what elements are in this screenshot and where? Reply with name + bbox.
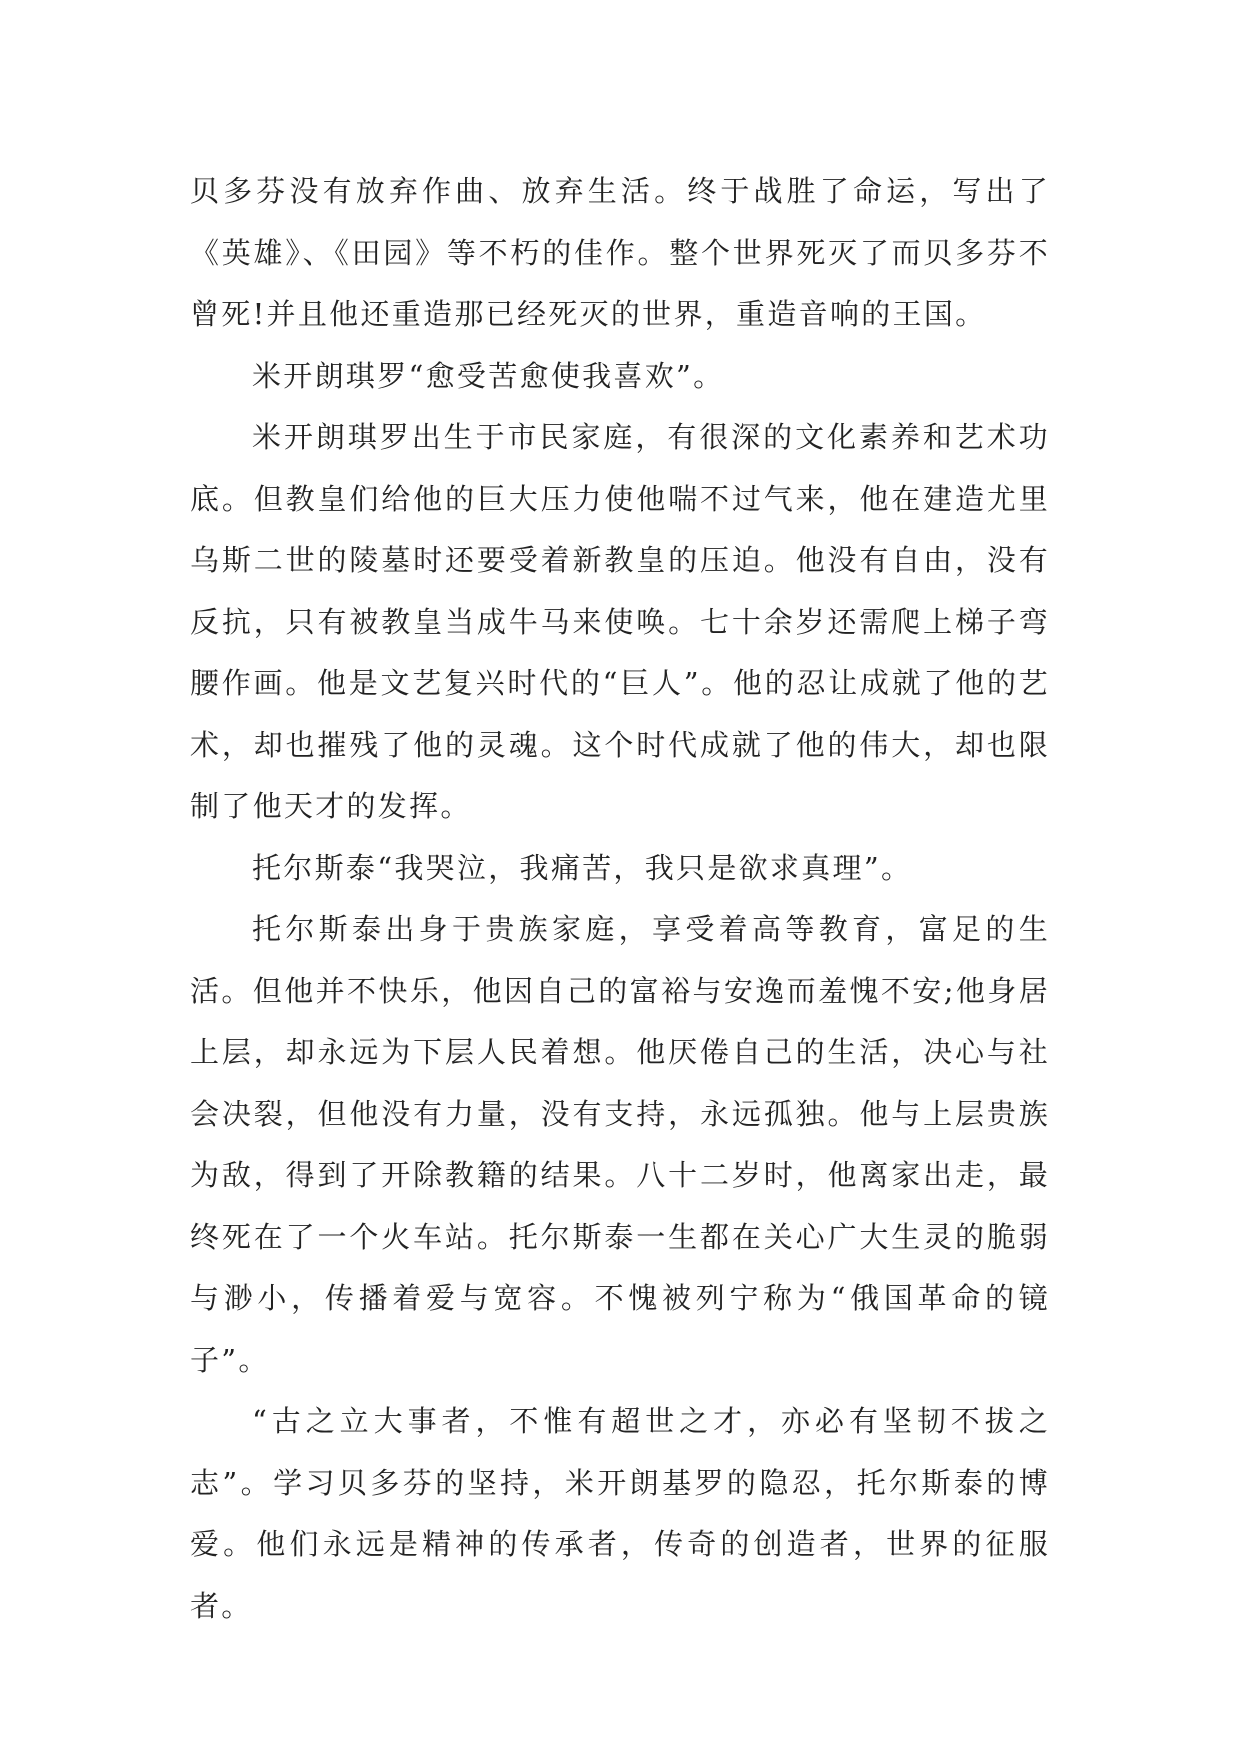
paragraph-tolstoy-quote: 托尔斯泰“我哭泣，我痛苦，我只是欲求真理”。 [252,850,913,885]
paragraph-beethoven-conclusion: 贝多芬没有放弃作曲、放弃生活。终于战胜了命运，写出了《英雄》、《田园》等不朽的佳作。整个世界死灭了而贝多芬不曾死!并且他还重造那已经死灭的世界，重造音响的王国。 [190,174,1050,331]
paragraph-tolstoy-life: 托尔斯泰出身于贵族家庭，享受着高等教育，富足的生活。但他并不快乐，他因自己的富裕与安逸而羞愧不安;他身居上层，却永远为下层人民着想。他厌倦自己的生活，决心与社会决裂，但他没有力量，没有支持，永远孤独。他与上层贵族为敌，得到了开除教籍的结果。八十二岁时，他离家出走，最终死在了一个火车站。托尔斯泰一生都在关心广大生灵的脆弱与渺小，传播着爱与宽容。不愧被列宁称为“俄国革命的镜子”。 [190,912,1050,1377]
paragraph-michelangelo-quote: 米开朗琪罗“愈受苦愈使我喜欢”。 [252,358,725,393]
document-body [190,161,1050,1637]
paragraph-michelangelo-life: 米开朗琪罗出生于市民家庭，有很深的文化素养和艺术功底。但教皇们给他的巨大压力使他喘不过气来，他在建造尤里乌斯二世的陵墓时还要受着新教皇的压迫。他没有自由，没有反抗，只有被教皇当成牛马来使唤。七十余岁还需爬上梯子弯腰作画。他是文艺复兴时代的“巨人”。他的忍让成就了他的艺术，却也摧残了他的灵魂。这个时代成就了他的伟大，却也限制了他天才的发挥。 [190,420,1050,823]
paragraph-conclusion: “古之立大事者，不惟有超世之才，亦必有坚韧不拔之志”。学习贝多芬的坚持，米开朗基罗的隐忍，托尔斯泰的博爱。他们永远是精神的传承者，传奇的创造者，世界的征服者。 [190,1404,1050,1623]
